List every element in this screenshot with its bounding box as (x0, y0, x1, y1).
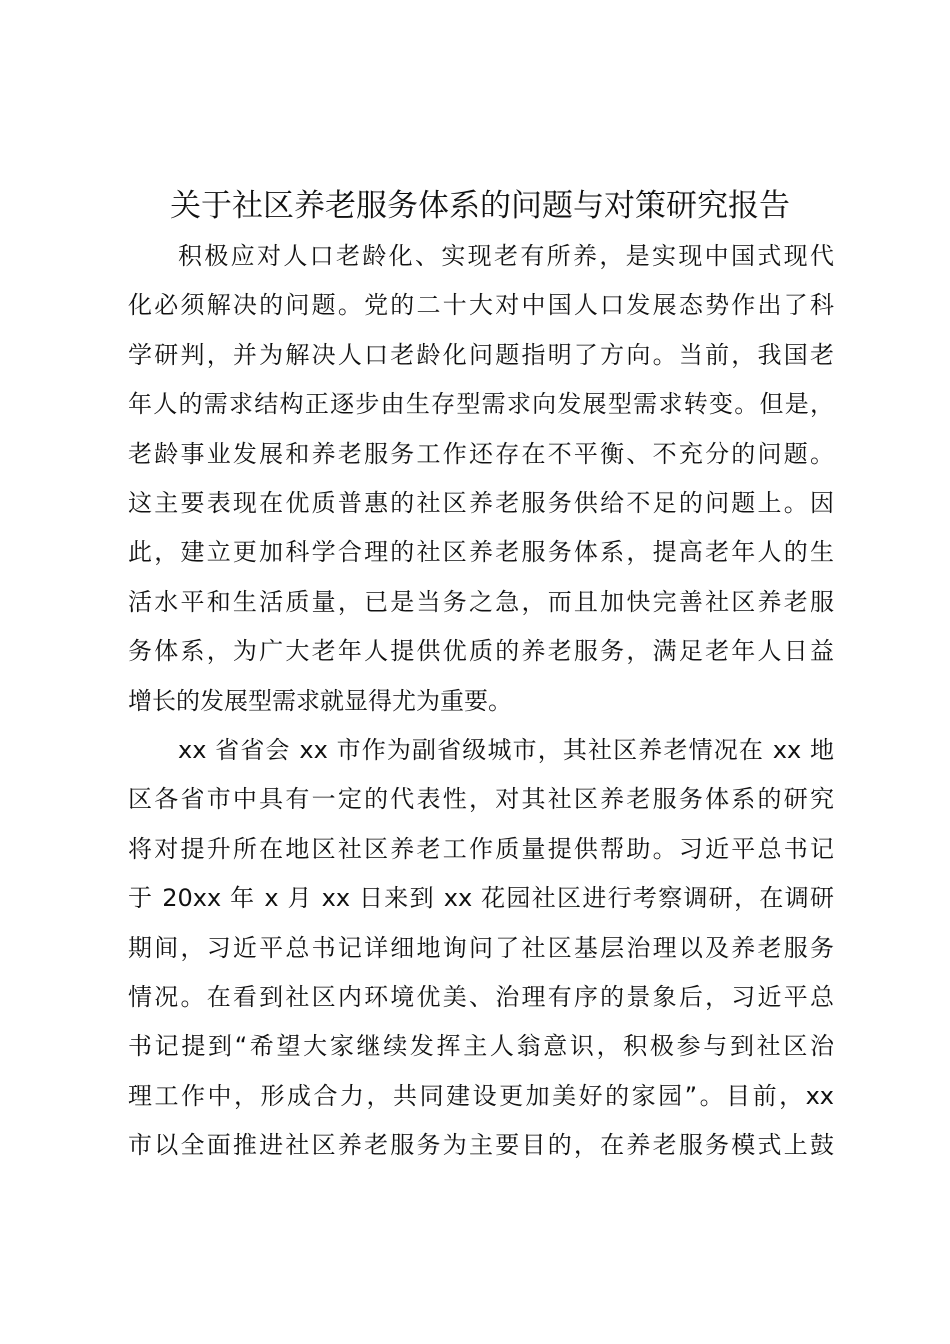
paragraph-city-case (128, 726, 834, 1171)
paragraph-line: 化必须解决的问题。党的二十大对中国人口发展态势作出了科 (128, 291, 834, 320)
paragraph-line: 市以全面推进社区养老服务为主要目的，在养老服务模式上鼓 (128, 1131, 834, 1160)
paragraph-line: 此，建立更加科学合理的社区养老服务体系，提高老年人的生 (128, 538, 834, 567)
paragraph-line: 活水平和生活质量，已是当务之急，而且加快完善社区养老服 (128, 587, 834, 616)
paragraph-line: 于 20xx 年 x 月 xx 日来到 xx 花园社区进行考察调研，在调研 (128, 884, 834, 913)
document-title: 关于社区养老服务体系的问题与对策研究报告 (170, 188, 790, 224)
paragraph-intro (128, 232, 834, 726)
paragraph-line: 书记提到“希望大家继续发挥主人翁意识，积极参与到社区治 (128, 1032, 834, 1061)
paragraph-line: 学研判，并为解决人口老龄化问题指明了方向。当前，我国老 (128, 340, 834, 369)
paragraph-line: 积极应对人口老龄化、实现老有所养，是实现中国式现代 (178, 242, 834, 270)
paragraph-line: 理工作中，形成合力，共同建设更加美好的家园”。目前，xx (128, 1081, 834, 1110)
paragraph-line: 期间，习近平总书记详细地询问了社区基层治理以及养老服务 (128, 933, 834, 962)
paragraph-line: 区各省市中具有一定的代表性，对其社区养老服务体系的研究 (128, 785, 834, 814)
paragraph-line: 这主要表现在优质普惠的社区养老服务供给不足的问题上。因 (128, 488, 834, 517)
paragraph-line: 年人的需求结构正逐步由生存型需求向发展型需求转变。但是， (128, 390, 834, 419)
paragraph-line: 老龄事业发展和养老服务工作还存在不平衡、不充分的问题。 (128, 439, 834, 468)
paragraph-line: xx 省省会 xx 市作为副省级城市，其社区养老情况在 xx 地 (178, 736, 834, 764)
paragraph-line: 将对提升所在地区社区养老工作质量提供帮助。习近平总书记 (128, 834, 834, 863)
paragraph-line: 务体系，为广大老年人提供优质的养老服务，满足老年人日益 (128, 637, 834, 666)
paragraph-line: 增长的发展型需求就显得尤为重要。 (128, 686, 512, 715)
paragraph-line: 情况。在看到社区内环境优美、治理有序的景象后，习近平总 (128, 982, 834, 1011)
